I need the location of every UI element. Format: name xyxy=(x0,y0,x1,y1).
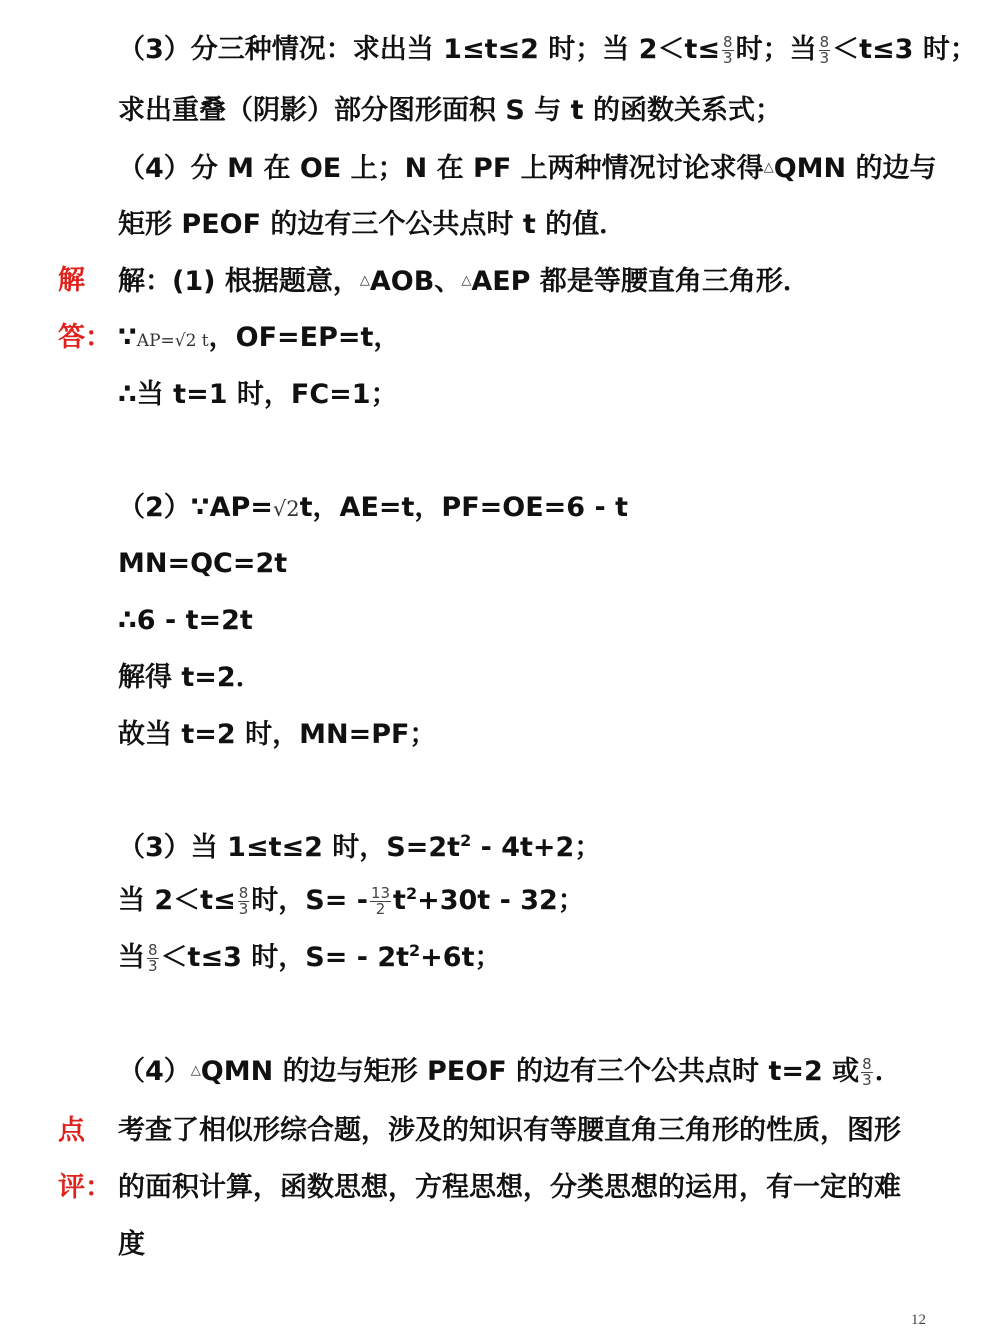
page-number: 12 xyxy=(911,1312,926,1328)
solution-part-2-line-2: MN=QC=2t xyxy=(118,548,288,579)
text: ＜t≤3 时； xyxy=(832,34,977,65)
solution-part-2 xyxy=(118,490,628,527)
text: ，OF=EP=t， xyxy=(208,322,401,353)
text: （4）分 M 在 OE 上；N 在 PF 上两种情况讨论求得 xyxy=(118,153,764,184)
solution-part-4 xyxy=(118,1053,902,1090)
text: 当 2＜t≤ xyxy=(118,885,236,916)
solution-part-1-line-3: ∴当 t=1 时，FC=1； xyxy=(118,379,398,410)
comment-line-3: 度 xyxy=(118,1229,145,1260)
solution-part-3-line-2 xyxy=(118,883,585,919)
label-ping: 评： xyxy=(58,1172,112,1203)
analysis-line-4 xyxy=(118,150,937,187)
comment-line-2: 的面积计算，函数思想，方程思想，分类思想的运用，有一定的难 xyxy=(118,1172,901,1203)
text: （2）∵AP= xyxy=(118,492,273,523)
solution-part-3 xyxy=(118,830,601,866)
because-symbol: ∵ xyxy=(118,322,137,353)
text: 解：(1) 根据题意， xyxy=(118,266,360,297)
solution-part-2-line-3: ∴6 - t=2t xyxy=(118,605,253,636)
text: （3）分三种情况：求出当 1≤t≤2 时；当 2＜t≤ xyxy=(118,34,721,65)
text: 当 xyxy=(118,942,145,973)
text: - 4t+2； xyxy=(471,832,602,863)
text: QMN 的边与 xyxy=(773,153,937,184)
text: 时；当 xyxy=(735,34,817,65)
comment-line-1: 考查了相似形综合题，涉及的知识有等腰直角三角形的性质，图形 xyxy=(118,1115,901,1146)
solution-part-2-line-5: 故当 t=2 时，MN=PF； xyxy=(118,719,437,750)
triangle-symbol: △ xyxy=(763,160,774,175)
solution-part-1-line-2 xyxy=(118,320,400,359)
text: +6t； xyxy=(420,942,502,973)
label-dian: 点 xyxy=(58,1115,85,1146)
fraction-8-3: $\frac{8}{3}$ xyxy=(862,1055,872,1089)
text: （3）当 1≤t≤2 时，S=2t xyxy=(118,832,461,863)
text: 时，S= - xyxy=(251,885,368,916)
fraction-8-3: $\frac{8}{3}$ xyxy=(238,884,249,918)
fraction-8-3: $\frac{8}{3}$ xyxy=(148,941,158,975)
label-da: 答： xyxy=(58,322,112,353)
text: ＜t≤3 时，S= - 2t xyxy=(160,942,410,973)
triangle-symbol: △ xyxy=(190,1063,201,1078)
exponent: 2 xyxy=(460,831,472,850)
analysis-line-3 xyxy=(118,32,977,68)
exponent: 2 xyxy=(409,941,421,960)
formula-image: AP=√2 t xyxy=(136,331,209,351)
analysis-line-4-cont: 矩形 PEOF 的边有三个公共点时 t 的值． xyxy=(118,209,627,240)
solution-part-3-line-3 xyxy=(118,940,502,976)
text: QMN 的边与矩形 PEOF 的边有三个公共点时 t=2 或 xyxy=(200,1056,860,1087)
text: AOB、 xyxy=(369,266,462,297)
fraction-8-3: $\frac{8}{3}$ xyxy=(723,33,733,67)
exponent: 2 xyxy=(405,884,418,903)
text: AEP 都是等腰直角三角形． xyxy=(471,266,810,297)
label-jie: 解 xyxy=(58,265,85,296)
sqrt-2: √2 xyxy=(272,497,300,521)
fraction-8-3: $\frac{8}{3}$ xyxy=(819,33,830,67)
text: t，AE=t，PF=OE=6 - t xyxy=(299,492,628,523)
text: +30t - 32； xyxy=(417,885,585,916)
triangle-symbol: △ xyxy=(461,273,472,288)
text: ． xyxy=(874,1056,902,1087)
solution-part-1 xyxy=(118,263,810,300)
text: （4） xyxy=(118,1056,191,1087)
analysis-line-3-cont: 求出重叠（阴影）部分图形面积 S 与 t 的函数关系式； xyxy=(118,95,782,126)
triangle-symbol: △ xyxy=(359,273,370,288)
fraction-13-2: $\frac{13}{2}$ xyxy=(370,884,391,918)
solution-part-2-line-4: 解得 t=2． xyxy=(118,662,263,693)
text: t xyxy=(393,885,406,916)
